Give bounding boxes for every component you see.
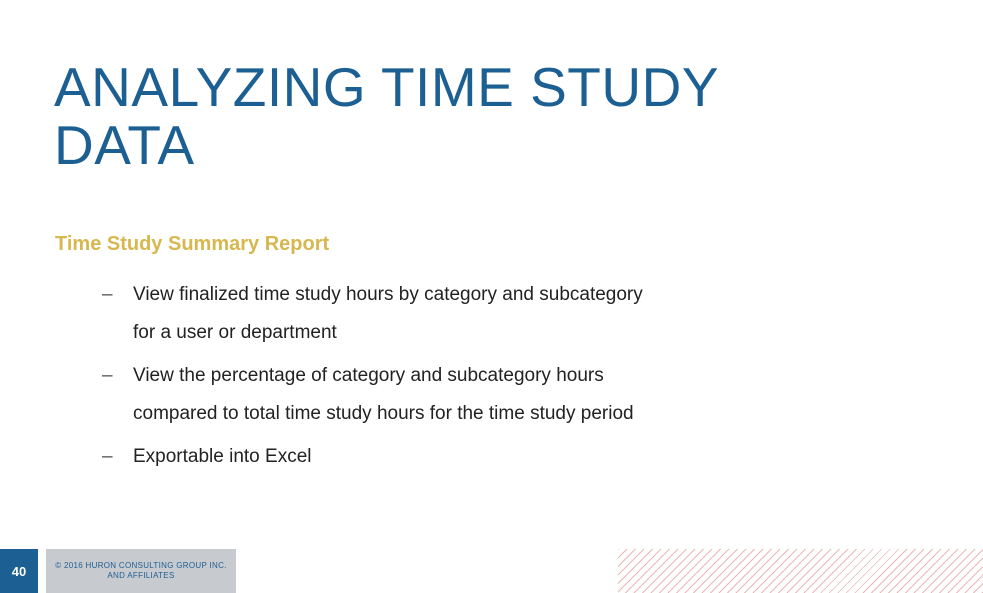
slide-title-line-1: ANALYZING TIME STUDY: [54, 56, 720, 118]
bullet-item: [102, 438, 742, 476]
dash-marker: –: [102, 284, 113, 305]
copyright-line-1: © 2016 HURON CONSULTING GROUP INC.: [55, 561, 227, 570]
dash-marker: –: [102, 365, 113, 386]
copyright-notice: [46, 549, 236, 593]
page-number: 40: [0, 549, 38, 593]
bullet-list: [102, 276, 742, 481]
bullet-item: [102, 276, 742, 352]
bullet-line: for a user or department: [133, 322, 337, 343]
section-subtitle: Time Study Summary Report: [55, 233, 330, 255]
dash-marker: –: [102, 446, 113, 467]
bullet-line: Exportable into Excel: [133, 446, 312, 467]
slide-title-line-2: DATA: [54, 114, 195, 176]
bullet-line: View finalized time study hours by category and subcategory: [133, 284, 643, 305]
copyright-line-2: AND AFFILIATES: [107, 571, 175, 580]
bullet-line: View the percentage of category and subcategory hours: [133, 365, 604, 386]
decorative-hatch-pattern: [618, 549, 983, 593]
bullet-line: compared to total time study hours for the time study period: [133, 403, 634, 424]
bullet-item: [102, 357, 742, 433]
slide-title: [54, 58, 934, 174]
